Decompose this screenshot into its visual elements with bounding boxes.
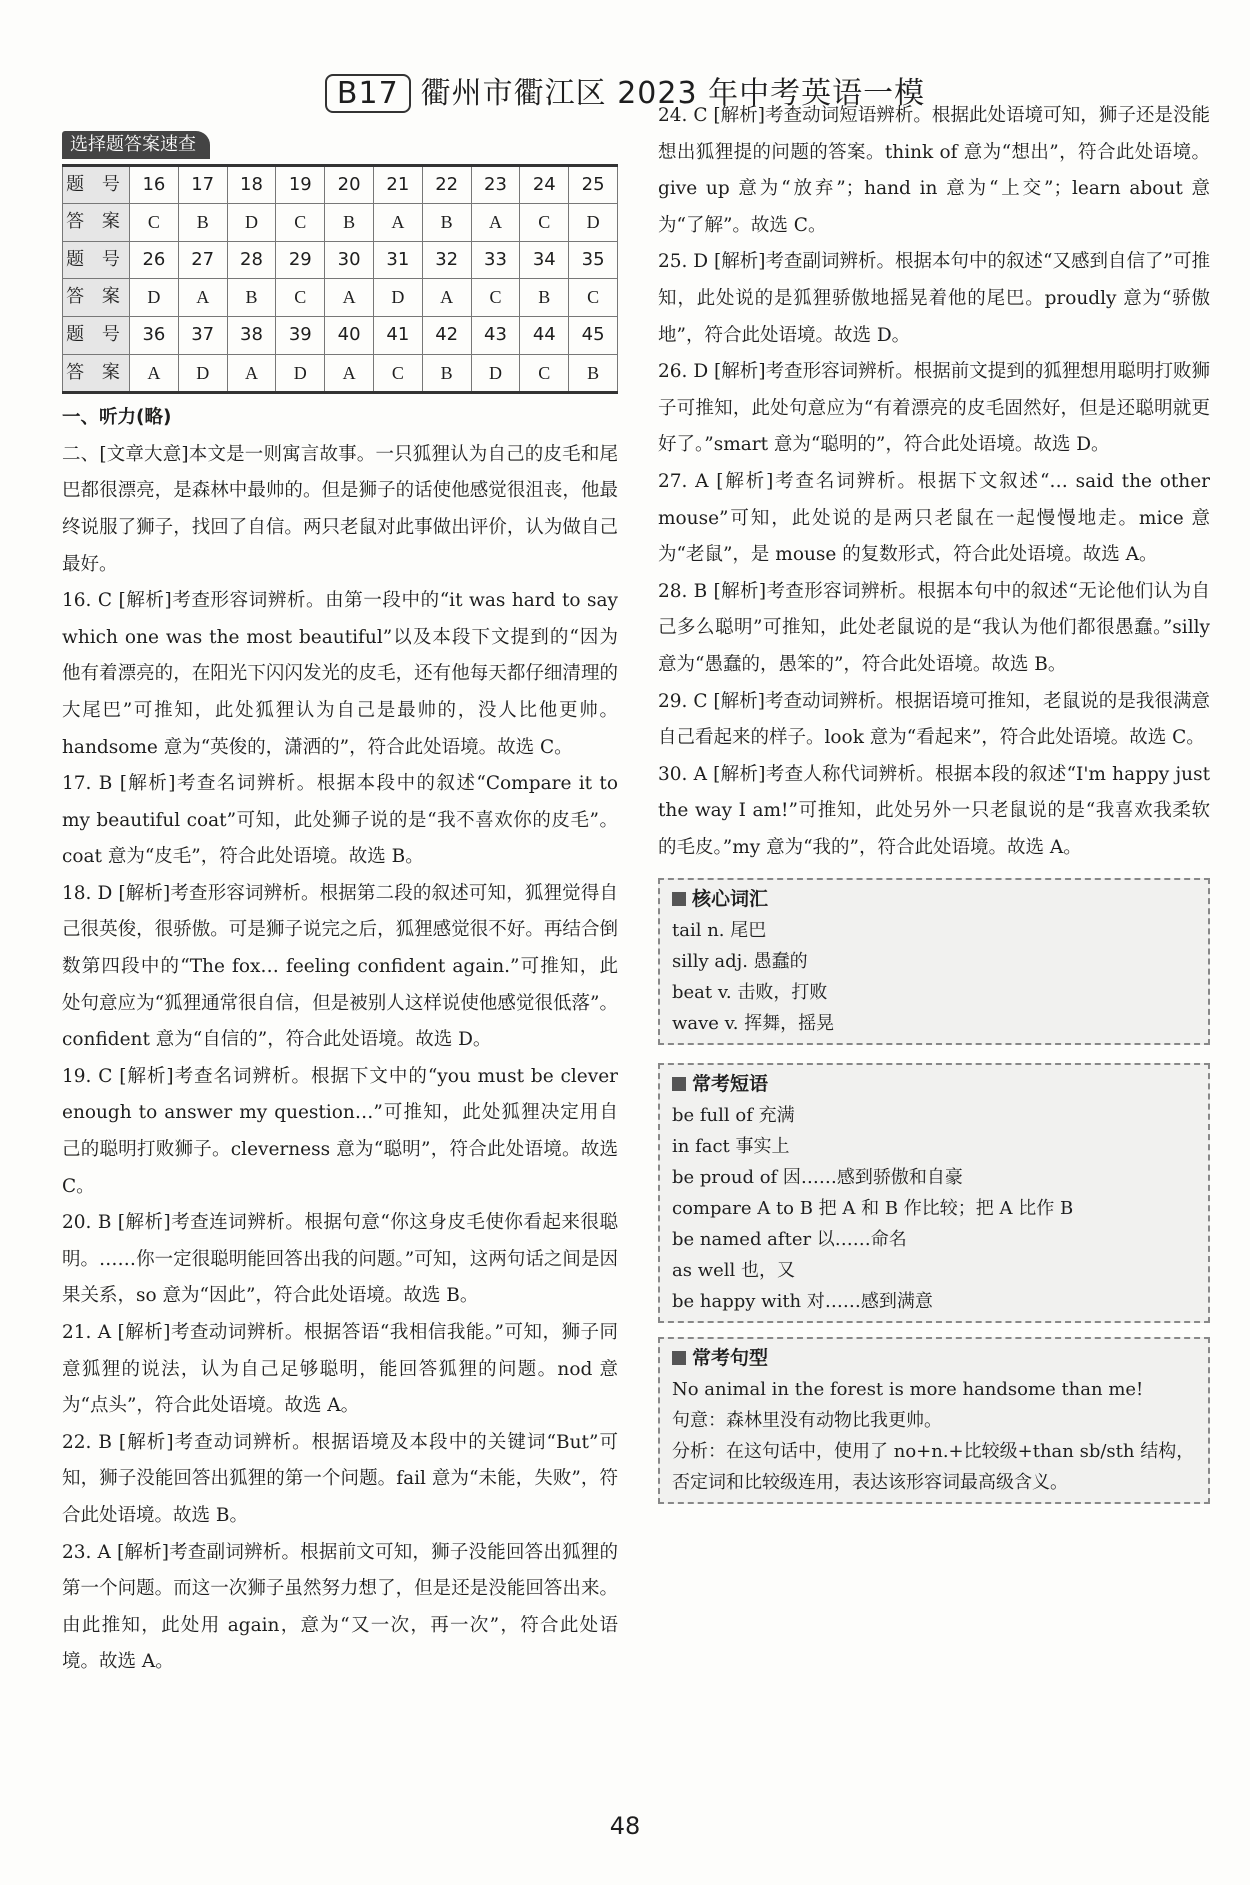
row-header: 答 案 [63,204,130,242]
table-cell: A [422,279,471,317]
table-row [63,279,618,317]
table-cell: 18 [227,165,276,204]
table-cell: 27 [178,241,227,279]
title-text: 衢州市衢江区 2023 年中考英语一模 [420,76,926,111]
table-row [63,241,618,279]
answer-24: 24. C [解析]考查动词短语辨析。根据此处语境可知，狮子还是没能想出狐狸提的问题的答案。think of 意为“想出”，符合此处语境。give up 意为“放弃”；hand in 意为“上交”；learn about 意为“了解”。故选 C。 [658,105,1210,236]
table-cell: C [569,279,618,317]
list-item: silly adj. 愚蠢的 [672,951,808,973]
table-cell: 23 [471,165,520,204]
table-cell: 43 [471,316,520,354]
table-cell: C [520,354,569,393]
phrases-heading [672,1069,1198,1100]
table-cell: A [227,354,276,393]
table-cell: A [130,354,179,393]
table-cell: 35 [569,241,618,279]
table-row [63,204,618,242]
table-cell: B [422,204,471,242]
answer-16: 16. C [解析]考查形容词辨析。由第一段中的“it was hard to say which one was the most beautiful”以及本段下文提到的“因为他有着漂亮的，在阳光下闪闪发光的皮毛，还有他每天都仔细清理的大尾巴”可推知，此处狐狸认为自己是最帅的，没人比他更帅。handsome 意为“英俊的，潇洒的”，符合此处语境。故选 C。 [62,590,618,758]
table-cell: D [227,204,276,242]
table-cell: D [471,354,520,393]
table-cell: 28 [227,241,276,279]
table-cell: C [130,204,179,242]
square-bullet-icon [672,1351,686,1365]
square-bullet-icon [672,1077,686,1091]
answer-21: 21. A [解析]考查动词辨析。根据答语“我相信我能。”可知，狮子同意狐狸的说法，认为自己足够聪明，能回答狐狸的问题。nod 意为“点头”，符合此处语境。故选 A。 [62,1322,618,1417]
phrases-box [658,1063,1210,1323]
table-cell: 25 [569,165,618,204]
table-cell: A [325,279,374,317]
list-item: be full of 充满 [672,1105,795,1127]
table-cell: 19 [276,165,325,204]
table-row [63,354,618,393]
table-cell: C [276,279,325,317]
answer-table-label: 选择题答案速查 [62,131,210,159]
table-cell: 32 [422,241,471,279]
table-cell: 37 [178,316,227,354]
table-cell: 34 [520,241,569,279]
table-cell: 26 [130,241,179,279]
answer-17: 17. B [解析]考查名词辨析。根据本段中的叙述“Compare it to my beautiful coat”可知，此处狮子说的是“我不喜欢你的皮毛”。coat 意为“皮毛”，符合此处语境。故选 B。 [62,773,618,868]
answer-28: 28. B [解析]考查形容词辨析。根据本句中的叙述“无论他们认为自己多么聪明”可推知，此处老鼠说的是“我认为他们都很愚蠢。”silly 意为“愚蠢的，愚笨的”，符合此处语境。故选 B。 [658,580,1210,675]
answer-23: 23. A [解析]考查副词辨析。根据前文可知，狮子没能回答出狐狸的第一个问题。而这一次狮子虽然努力想了，但是还是没能回答出来。由此推知，此处用 again，意为“又一次，再一次”，符合此处语境。故选 A。 [62,1541,618,1673]
section-code: B17 [325,74,411,113]
table-cell: 40 [325,316,374,354]
table-cell: 38 [227,316,276,354]
square-bullet-icon [672,892,686,906]
table-cell: 22 [422,165,471,204]
row-header: 题 号 [63,241,130,279]
row-header: 答 案 [63,279,130,317]
table-cell: 39 [276,316,325,354]
table-cell: 41 [373,316,422,354]
table-cell: D [130,279,179,317]
table-cell: D [373,279,422,317]
answer-25: 25. D [解析]考查副词辨析。根据本句中的叙述“又感到自信了”可推知，此处说的是狐狸骄傲地摇晃着他的尾巴。proudly 意为“骄傲地”，符合此处语境。故选 D。 [658,251,1210,346]
table-cell: A [325,354,374,393]
right-column [658,98,1210,1504]
table-cell: A [178,279,227,317]
list-item: No animal in the forest is more handsome than me! [672,1379,1144,1401]
table-row [63,165,618,204]
box-title: 常考短语 [692,1073,769,1096]
table-cell: 42 [422,316,471,354]
answer-22: 22. B [解析]考查动词辨析。根据语境及本段中的关键词“But”可知，狮子没能回答出狐狸的第一个问题。fail 意为“未能，失败”，符合此处语境。故选 B。 [62,1431,618,1526]
answer-30: 30. A [解析]考查人称代词辨析。根据本段的叙述“I'm happy just the way I am!”可推知，此处另外一只老鼠说的是“我喜欢我柔软的毛皮。”my 意为“我的”，符合此处语境。故选 A。 [658,763,1210,858]
table-cell: 45 [569,316,618,354]
table-cell: 30 [325,241,374,279]
sentence-box [658,1337,1210,1504]
answer-29: 29. C [解析]考查动词辨析。根据语境可推知，老鼠说的是我很满意自己看起来的样子。look 意为“看起来”，符合此处语境。故选 C。 [658,690,1210,749]
table-cell: 16 [130,165,179,204]
table-cell: D [569,204,618,242]
table-cell: 20 [325,165,374,204]
row-header: 答 案 [63,354,130,393]
table-cell: 21 [373,165,422,204]
answer-26: 26. D [解析]考查形容词辨析。根据前文提到的狐狸想用聪明打败狮子可推知，此处句意应为“有着漂亮的皮毛固然好，但是还聪明就更好了。”smart 意为“聪明的”，符合此处语境。故选 D。 [658,361,1210,456]
table-cell: C [276,204,325,242]
answer-18: 18. D [解析]考查形容词辨析。根据第二段的叙述可知，狐狸觉得自己很英俊，很骄傲。可是狮子说完之后，狐狸感觉很不好。再结合倒数第四段中的“The fox… feeling confident again.”可推知，此处句意应为“狐狸通常很自信，但是被别人这样说使他感觉很低落”。confident 意为“自信的”，符合此处语境。故选 D。 [62,882,618,1051]
table-row [63,316,618,354]
list-item: be proud of 因……感到骄傲和自豪 [672,1167,963,1189]
table-cell: 17 [178,165,227,204]
table-cell: B [178,204,227,242]
list-item: be named after 以……命名 [672,1229,907,1251]
table-cell: 29 [276,241,325,279]
table-cell: B [422,354,471,393]
vocab-heading [672,884,1198,915]
list-item: compare A to B 把 A 和 B 作比较；把 A 比作 B [672,1198,1074,1220]
listening-note: 一、听力(略) [62,407,172,429]
list-item: tail n. 尾巴 [672,920,767,942]
answer-19: 19. C [解析]考查名词辨析。根据下文中的“you must be clever enough to answer my question…”可推知，此处狐狸决定用自己的聪明打败狮子。cleverness 意为“聪明”，符合此处语境。故选 C。 [62,1065,618,1197]
table-cell: A [471,204,520,242]
table-cell: 44 [520,316,569,354]
passage-summary: 二、[文章大意]本文是一则寓言故事。一只狐狸认为自己的皮毛和尾巴都很漂亮，是森林中最帅的。但是狮子的话使他感觉很沮丧，他最终说服了狮子，找回了自信。两只老鼠对此事做出评价，认为做自己最好。 [62,443,618,575]
table-cell: 33 [471,241,520,279]
row-header: 题 号 [63,165,130,204]
left-column [62,127,618,1681]
box-title: 核心词汇 [692,888,769,911]
box-title: 常考句型 [692,1347,769,1370]
list-item: be happy with 对……感到满意 [672,1291,933,1313]
list-item: 句意：森林里没有动物比我更帅。 [672,1410,942,1432]
answer-table [62,164,618,395]
table-cell: D [276,354,325,393]
list-item: wave v. 挥舞，摇晃 [672,1013,835,1035]
vocab-box [658,878,1210,1045]
list-item: 分析：在这句话中，使用了 no+n.+比较级+than sb/sth 结构，否定词和比较级连用，表达该形容词最高级含义。 [672,1441,1195,1494]
answer-20: 20. B [解析]考查连词辨析。根据句意“你这身皮毛使你看起来很聪明。……你一定很聪明能回答出我的问题。”可知，这两句话之间是因果关系，so 意为“因此”，符合此处语境。故选 B。 [62,1212,618,1307]
table-cell: 31 [373,241,422,279]
table-cell: B [325,204,374,242]
table-cell: C [373,354,422,393]
row-header: 题 号 [63,316,130,354]
table-cell: 24 [520,165,569,204]
answer-27: 27. A [解析]考查名词辨析。根据下文叙述“… said the other mouse”可知，此处说的是两只老鼠在一起慢慢地走。mice 意为“老鼠”，是 mouse 的复数形式，符合此处语境。故选 A。 [658,470,1210,566]
table-cell: B [227,279,276,317]
table-cell: D [178,354,227,393]
table-cell: C [471,279,520,317]
list-item: in fact 事实上 [672,1136,790,1158]
table-cell: A [373,204,422,242]
table-cell: B [569,354,618,393]
table-cell: C [520,204,569,242]
page-number: 48 [609,1812,641,1840]
table-cell: B [520,279,569,317]
sentence-heading [672,1343,1198,1374]
table-cell: 36 [130,316,179,354]
list-item: beat v. 击败，打败 [672,982,828,1004]
list-item: as well 也，又 [672,1260,795,1282]
